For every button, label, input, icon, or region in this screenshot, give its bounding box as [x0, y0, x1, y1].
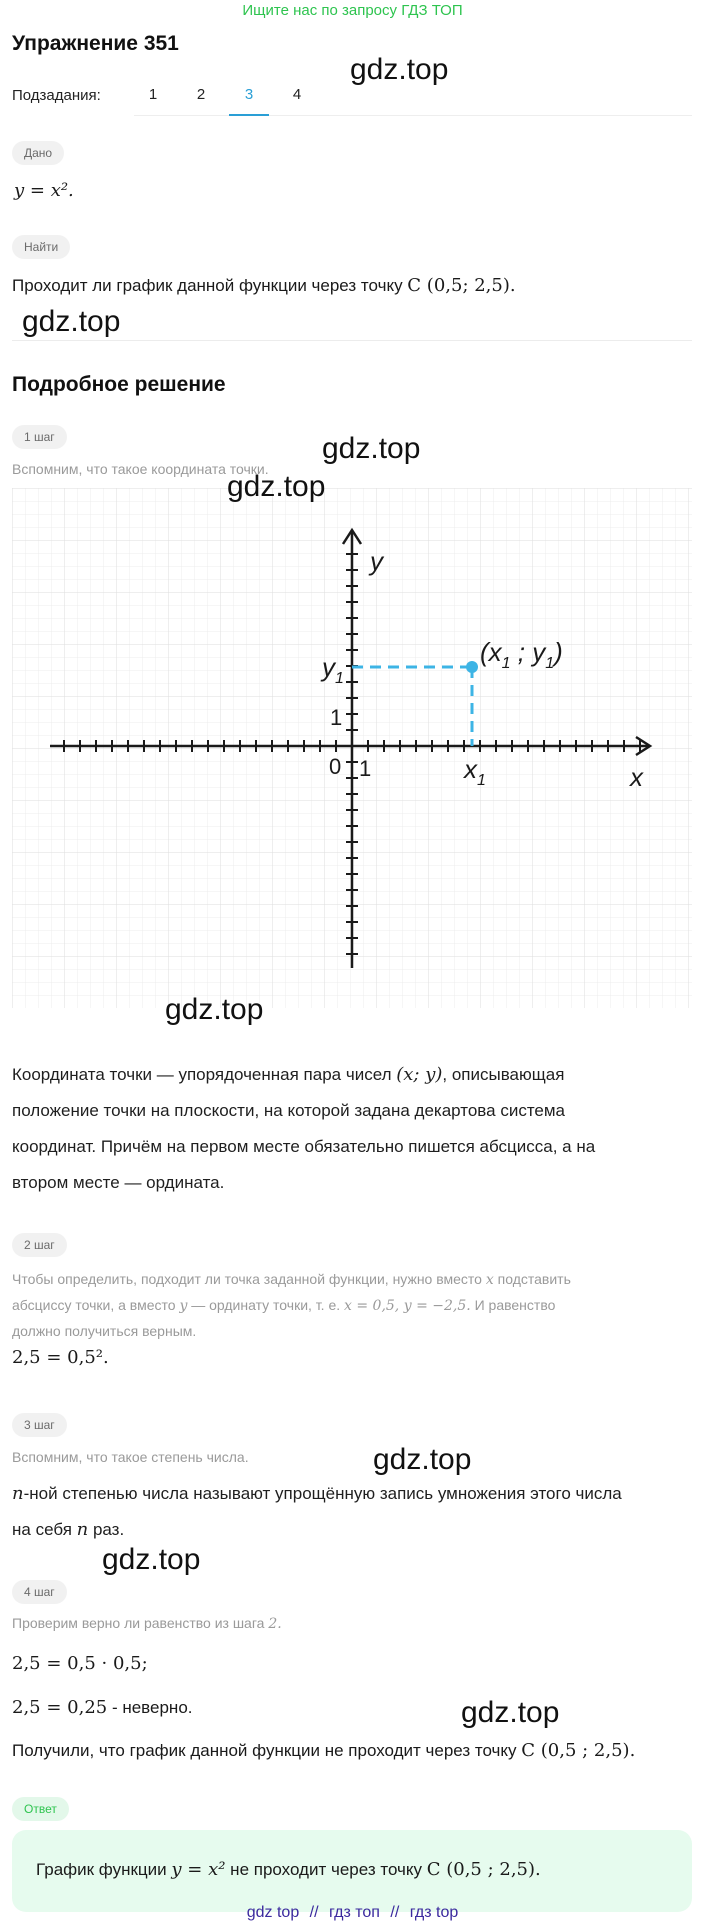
- step4-formula-1: 2,5 = 0,5 · 0,5;: [12, 1653, 148, 1674]
- footer-link-2[interactable]: гдз топ: [329, 1904, 380, 1921]
- answer-badge: Ответ: [12, 1797, 69, 1821]
- x-axis-label: x: [630, 762, 643, 792]
- given-formula: y = x².: [14, 180, 74, 201]
- step4-desc: Проверим верно ли равенство из шага 2.: [12, 1615, 282, 1632]
- step4-formula-2: 2,5 = 0,25 - неверно.: [12, 1697, 193, 1718]
- step1-text: Координата точки — упорядоченная пара чисел (x; y), описывающая положение точки на плоскости, на которой задана декартова система координат. Причём на первом месте обязательно пишется абсцисса, а на втором месте — ордината.: [12, 1064, 596, 1192]
- y1-label: $y_1$: [322, 652, 344, 687]
- tab-subtask-3[interactable]: 3: [234, 86, 264, 116]
- top-banner: Ищите нас по запросу ГДЗ ТОП: [242, 2, 463, 19]
- watermark: gdz.top: [22, 305, 121, 338]
- step2-desc: Чтобы определить, подходит ли точка заданной функции, нужно вместо x подставить абсциссу точки, а вместо y — ординату точки, т. е. x = 0,5, y = −2,5. И равенство должно получиться верным.: [12, 1271, 571, 1339]
- origin-label: 0: [329, 754, 342, 779]
- watermark: gdz.top: [165, 993, 264, 1026]
- coordinate-plane-figure: [12, 488, 692, 1008]
- subtasks-label: Подзадания:: [12, 87, 101, 104]
- step4-conclusion: Получили, что график данной функции не проходит через точку C (0,5 ; 2,5).: [12, 1740, 636, 1761]
- step2-badge: 2 шаг: [12, 1233, 67, 1257]
- step1-desc: Вспомним, что такое координата точки.: [12, 461, 269, 477]
- tab-subtask-4[interactable]: 4: [292, 86, 302, 103]
- footer-link-1[interactable]: gdz top: [246, 1904, 300, 1921]
- given-badge: Дано: [12, 141, 64, 165]
- x1-label: $x_1$: [464, 754, 486, 789]
- find-text-prefix: Проходит ли график данной функции через точку: [12, 276, 408, 295]
- step4-badge: 4 шаг: [12, 1580, 67, 1604]
- watermark: gdz.top: [227, 470, 326, 503]
- subtasks-track: [134, 115, 692, 116]
- step2-formula: 2,5 = 0,5².: [12, 1347, 109, 1368]
- watermark: gdz.top: [373, 1443, 472, 1476]
- footer-links: [0, 1904, 705, 1922]
- footer-link-3[interactable]: гдз top: [409, 1904, 459, 1921]
- answer-text: График функции y = x² не проходит через точку C (0,5 ; 2,5).: [36, 1859, 541, 1880]
- point-marker: [466, 661, 478, 673]
- watermark: gdz.top: [461, 1696, 560, 1729]
- point-label: ($x_1$ ; $y_1$): [480, 637, 563, 672]
- find-text: [12, 275, 516, 296]
- step3-text: n-ной степенью числа называют упрощённую запись умножения этого числа на себя n раз.: [12, 1483, 622, 1540]
- step3-desc: Вспомним, что такое степень числа.: [12, 1449, 249, 1465]
- find-point: C (0,5; 2,5).: [407, 275, 516, 296]
- tab-subtask-1[interactable]: 1: [148, 86, 158, 103]
- tab-subtask-2[interactable]: 2: [196, 86, 206, 103]
- watermark: gdz.top: [322, 432, 421, 465]
- watermark: gdz.top: [102, 1543, 201, 1576]
- y-axis-label: y: [370, 546, 383, 576]
- step1-badge: 1 шаг: [12, 425, 67, 449]
- find-badge: Найти: [12, 235, 70, 259]
- unit-x-label: 1: [359, 756, 372, 781]
- footer-separator: //: [390, 1904, 400, 1921]
- divider: [12, 340, 692, 341]
- solution-title: Подробное решение: [12, 373, 226, 396]
- exercise-title: Упражнение 351: [12, 32, 179, 55]
- step3-badge: 3 шаг: [12, 1413, 67, 1437]
- watermark: gdz.top: [350, 53, 449, 86]
- footer-separator: //: [309, 1904, 319, 1921]
- unit-y-label: 1: [330, 705, 343, 730]
